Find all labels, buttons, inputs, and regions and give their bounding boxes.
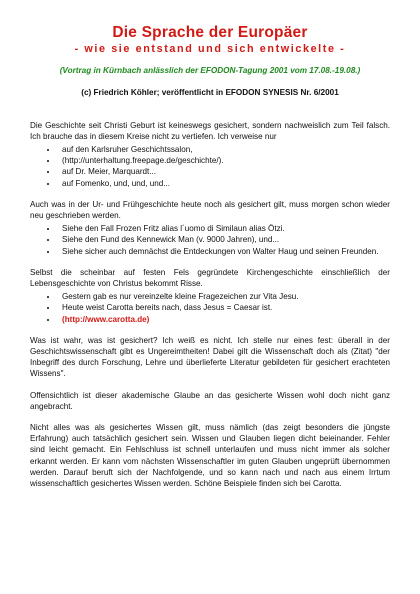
list-item [58, 314, 390, 325]
paragraph-4: Was ist wahr, was ist gesichert? Ich weiß es nicht. Ich stelle nur eines fest: überall in der Geschichtswissenschaft gibt es Ungereimtheiten! Dabei gilt die Wissenschaft doch als (Zitat) "der Inbegriff des durch Forschung, Lehre und überlieferte Literatur gebildeten für gesichert erachteten Wissens". [30, 335, 390, 379]
reference-list-1 [30, 144, 390, 189]
carotta-link[interactable]: (http://www.carotta.de) [62, 314, 150, 324]
list-item: • Siehe den Fund des Kennewick Man (v. 9000 Jahren), und... [58, 234, 390, 245]
list-item: • auf Fomenko, und, und, und... [58, 178, 390, 189]
reference-list-2 [30, 223, 390, 257]
paragraph-3: Selbst die scheinbar auf festen Fels gegründete Kirchengeschichte einschließlich der Lebensgeschichte von Christus bekommt Risse. [30, 267, 390, 288]
list-item: • Siehe den Fall Frozen Fritz alias l´uomo di Similaun alias Ötzi. [58, 223, 390, 234]
document-title: Die Sprache der Europäer [112, 24, 308, 41]
venue-note: (Vortrag in Kürnbach anlässlich der EFODON-Tagung 2001 vom 17.08.-19.08.) [59, 66, 361, 75]
document-subtitle: - wie sie entstand und sich entwickelte - [74, 43, 346, 55]
list-item: • Heute weist Carotta bereits nach, dass Jesus = Caesar ist. [58, 302, 390, 313]
copyright-line: (c) Friedrich Köhler; veröffentlicht in EFODON SYNESIS Nr. 6/2001 [81, 87, 339, 97]
paragraph-6: Nicht alles was als gesichertes Wissen gilt, muss nämlich (das zeigt besonders die jüngste Erfahrung) auch tatsächlich gesichert sein. Wissen und Glauben liegen dicht beieinander. Fehler sind leicht gemacht. Ein Fehlschluss ist schnell unterlaufen und muss nicht immer als solcher erkannt werden. Er kann vom nächsten Wissenschaftler im guten Glauben ungeprüft übernommen werden. Darauf beruft sich der Nachfolgende, und so kann nach und nach aus einem Irrtum wissenschaftlich gesichertes Wissen werden. Schöne Beispiele finden sich bei Carotta. [30, 422, 390, 488]
list-item: • auf Dr. Meier, Marquardt... [58, 166, 390, 177]
paragraph-2: Auch was in der Ur- und Frühgeschichte heute noch als gesichert gilt, muss morgen schon wieder neu geschrieben werden. [30, 199, 390, 220]
paragraph-5: Offensichtlich ist dieser akademische Glaube an das gesicherte Wissen wohl doch nicht ganz angebracht. [30, 390, 390, 411]
list-item: • (http://unterhaltung.freepage.de/geschichte/). [58, 155, 390, 166]
list-item: • Gestern gab es nur vereinzelte kleine Fragezeichen zur Vita Jesu. [58, 291, 390, 302]
reference-list-3 [30, 291, 390, 325]
list-item: • Siehe sicher auch demnächst die Entdeckungen von Walter Haug und seinen Freunden. [58, 246, 390, 257]
list-item: • auf den Karlsruher Geschichtssalon, [58, 144, 390, 155]
paragraph-1: Die Geschichte seit Christi Geburt ist keineswegs gesichert, sondern nachweislich zum Teil falsch. Ich brauche das in diesem Kreise nicht zu vertiefen. Ich verweise nur [30, 120, 390, 141]
